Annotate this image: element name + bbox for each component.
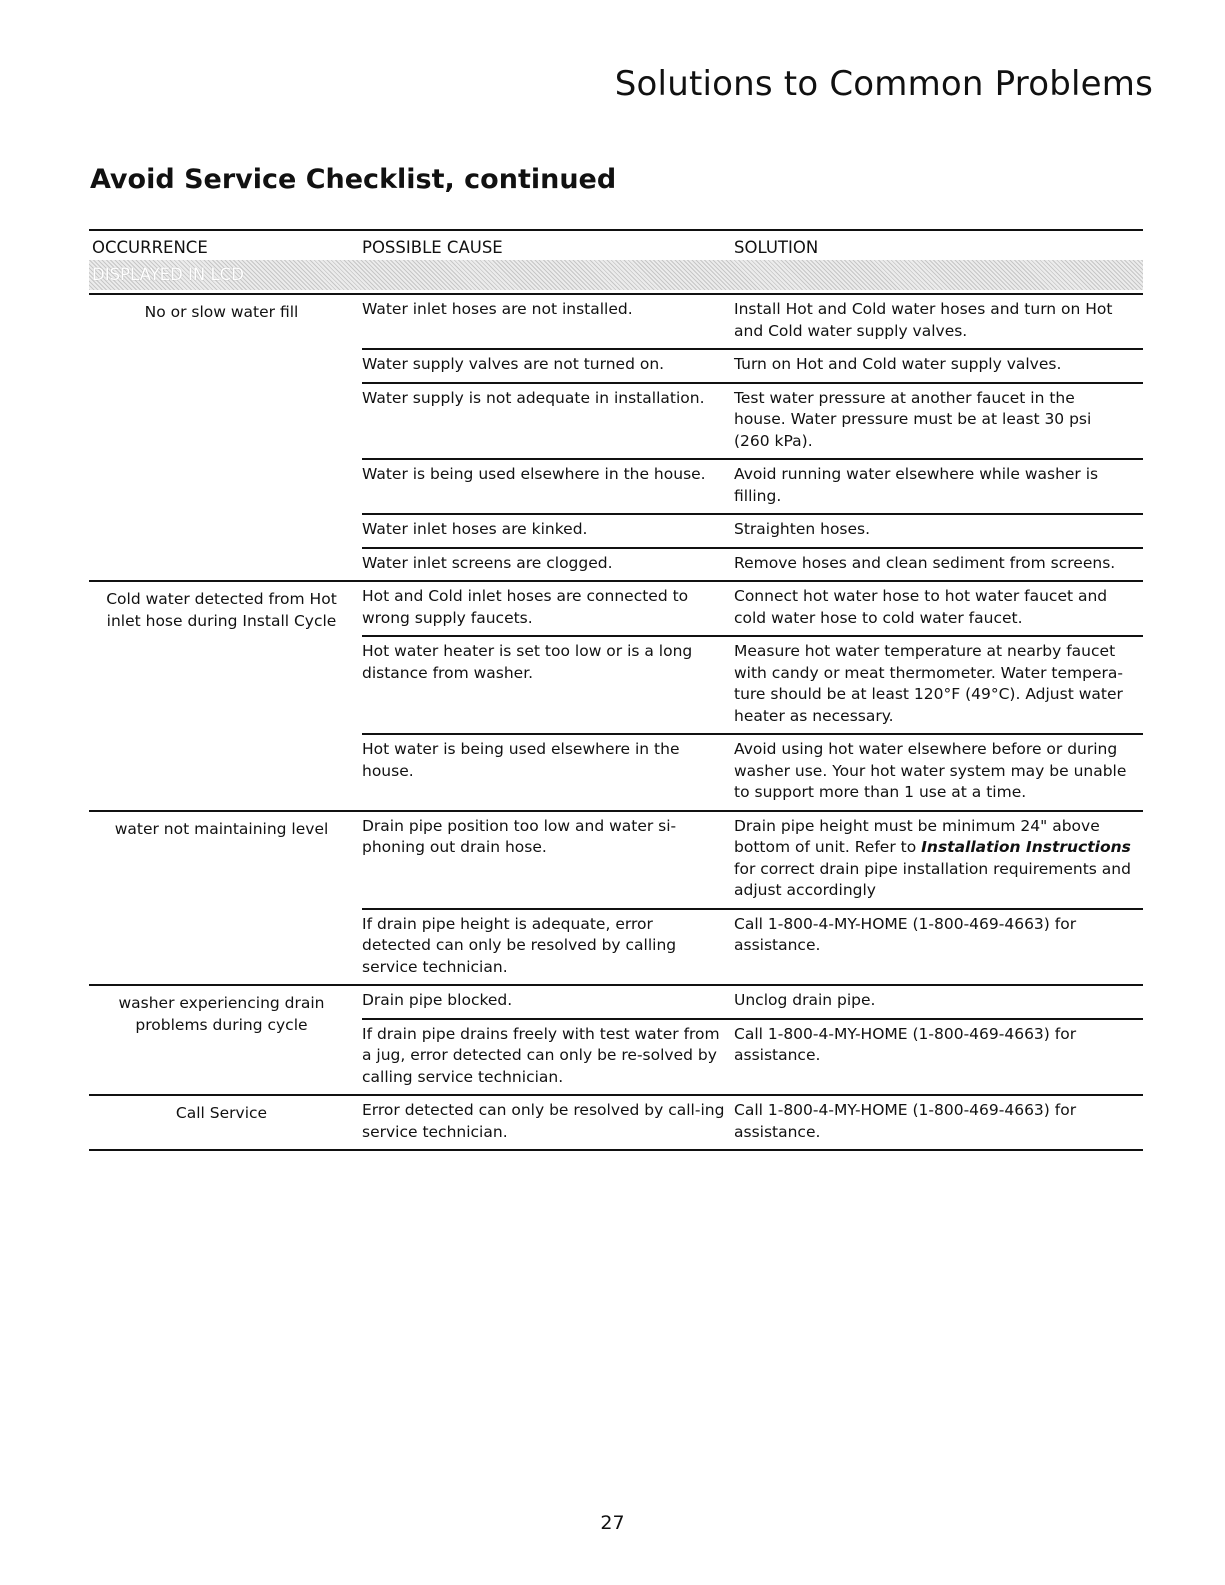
cause-cell: Hot water heater is set too low or is a long distance from washer. bbox=[362, 642, 693, 682]
installation-instructions-emphasis: Installation Instructions bbox=[921, 838, 1131, 856]
table-row bbox=[362, 908, 1143, 985]
cause-cell: Drain pipe blocked. bbox=[362, 991, 513, 1009]
solution-cell: Turn on Hot and Cold water supply valves. bbox=[734, 355, 1062, 373]
table-row bbox=[362, 733, 1143, 810]
cause-cell: Water inlet hoses are kinked. bbox=[362, 520, 588, 538]
solution-cell: Call 1-800-4-MY-HOME (1-800-469-4663) for assistance. bbox=[734, 1101, 1077, 1141]
table-row bbox=[362, 348, 1143, 382]
displayed-in-lcd-band: DISPLAYED IN LCD bbox=[89, 260, 1143, 290]
table-row bbox=[362, 1096, 1143, 1149]
column-header-occurrence: OCCURRENCE bbox=[92, 238, 208, 257]
table-row bbox=[362, 382, 1143, 459]
checklist-table bbox=[89, 229, 1143, 1151]
cause-cell: Water supply is not adequate in installation. bbox=[362, 388, 705, 407]
section-title: Avoid Service Checklist, continued bbox=[90, 164, 617, 195]
solution-cell: Remove hoses and clean sediment from screens. bbox=[734, 553, 1116, 572]
table-row bbox=[362, 295, 1143, 348]
table-group bbox=[89, 293, 1143, 580]
occurrence-cell: water not maintaining level bbox=[114, 819, 329, 838]
solution-cell: Test water pressure at another faucet in the house. Water pressure must be at least 30 psi (260 kPa). bbox=[734, 388, 1092, 450]
table-row bbox=[362, 513, 1143, 547]
cause-cell: Error detected can only be resolved by call-ing service technician. bbox=[362, 1101, 725, 1141]
solution-cell: Install Hot and Cold water hoses and turn on Hot and Cold water supply valves. bbox=[734, 300, 1113, 340]
table-row bbox=[362, 635, 1143, 733]
column-header-solution: SOLUTION bbox=[734, 238, 819, 257]
column-header-possible-cause: POSSIBLE CAUSE bbox=[362, 238, 503, 257]
solution-cell: Connect hot water hose to hot water faucet and cold water hose to cold water faucet. bbox=[734, 587, 1108, 627]
table-row bbox=[362, 458, 1143, 513]
cause-cell: Hot water is being used elsewhere in the house. bbox=[362, 740, 680, 780]
solution-cell: Measure hot water temperature at nearby faucet with candy or meat thermometer. Water tempera-ture should be at least 120°F (49°C). Adjust water heater as necessary. bbox=[734, 642, 1123, 725]
solution-cell: Avoid using hot water elsewhere before or during washer use. Your hot water system may be unable to support more than 1 use at a time. bbox=[734, 740, 1127, 801]
solution-cell bbox=[725, 816, 1143, 902]
cause-cell: If drain pipe height is adequate, error detected can only be resolved by calling service technician. bbox=[362, 914, 677, 976]
occurrence-cell: washer experiencing drain problems during cycle bbox=[118, 994, 325, 1034]
table-row bbox=[362, 812, 1143, 908]
cause-cell: Drain pipe position too low and water si-phoning out drain hose. bbox=[362, 816, 677, 856]
solution-cell: Call 1-800-4-MY-HOME (1-800-469-4663) for assistance. bbox=[734, 914, 1077, 954]
table-row bbox=[362, 547, 1143, 581]
occurrence-cell: No or slow water fill bbox=[144, 303, 299, 321]
occurrence-cell: Call Service bbox=[175, 1104, 268, 1122]
table-header bbox=[89, 231, 1143, 260]
table-row bbox=[362, 1018, 1143, 1095]
table-group bbox=[89, 580, 1143, 810]
occurrence-cell: Cold water detected from Hot inlet hose during Install Cycle bbox=[106, 590, 337, 630]
cause-cell: Water inlet hoses are not installed. bbox=[362, 300, 633, 318]
solution-cell: Straighten hoses. bbox=[734, 520, 871, 538]
cause-cell: Water supply valves are not turned on. bbox=[362, 355, 665, 373]
solution-cell: Avoid running water elsewhere while washer is filling. bbox=[734, 465, 1099, 505]
table-row bbox=[362, 986, 1143, 1018]
solution-text: for correct drain pipe installation requirements and adjust accordingly bbox=[734, 859, 1131, 899]
cause-cell: Water is being used elsewhere in the house. bbox=[362, 465, 706, 483]
table-group bbox=[89, 984, 1143, 1094]
cause-cell: Water inlet screens are clogged. bbox=[362, 553, 613, 572]
solution-text: Drain pipe height must be minimum 24" above bottom of unit. Refer to bbox=[734, 816, 1100, 856]
solution-cell: Unclog drain pipe. bbox=[734, 991, 876, 1009]
table-row bbox=[362, 582, 1143, 635]
cause-cell: If drain pipe drains freely with test water from a jug, error detected can only be re-solved by calling service technician. bbox=[362, 1024, 720, 1086]
page-title: Solutions to Common Problems bbox=[614, 64, 1153, 104]
table-group bbox=[89, 1094, 1143, 1149]
solution-cell: Call 1-800-4-MY-HOME (1-800-469-4663) for assistance. bbox=[734, 1024, 1077, 1064]
cause-cell: Hot and Cold inlet hoses are connected to wrong supply faucets. bbox=[362, 587, 689, 627]
table-group bbox=[89, 810, 1143, 985]
page-number: 27 bbox=[600, 1512, 625, 1534]
